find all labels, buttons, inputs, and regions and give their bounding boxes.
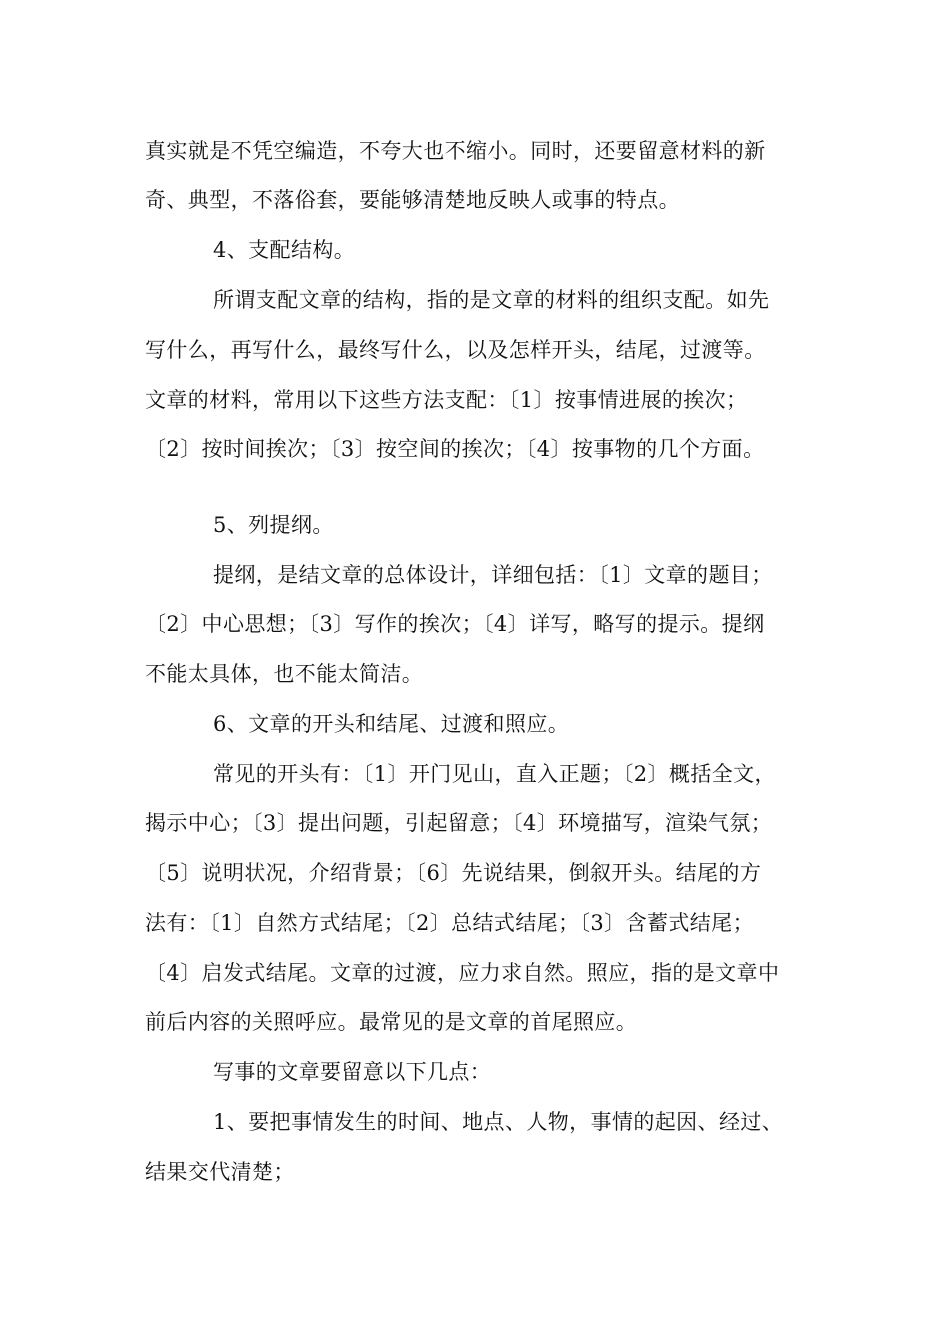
section-heading: 4、支配结构。 bbox=[213, 238, 356, 262]
text-line: 〔4〕启发式结尾。文章的过渡，应力求自然。照应，指的是文章中 bbox=[145, 961, 780, 985]
text-line: 结果交代清楚； bbox=[145, 1160, 295, 1184]
text-line: 1、要把事情发生的时间、地点、人物，事情的起因、经过、 bbox=[213, 1110, 784, 1134]
text-line: 〔2〕按时间挨次；〔3〕按空间的挨次；〔4〕按事物的几个方面。 bbox=[145, 437, 765, 461]
text-line: 所谓支配文章的结构，指的是文章的材料的组织支配。如先 bbox=[213, 288, 770, 312]
text-line: 〔5〕说明状况，介绍背景；〔6〕先说结果，倒叙开头。结尾的方 bbox=[145, 861, 762, 885]
section-heading: 6、文章的开头和结尾、过渡和照应。 bbox=[213, 712, 570, 736]
text-line: 写什么，再写什么，最终写什么，以及怎样开头，结尾，过渡等。 bbox=[145, 338, 766, 362]
text-line: 揭示中心；〔3〕提出问题，引起留意；〔4〕环境描写，渲染气氛； bbox=[145, 811, 773, 835]
text-line: 法有：〔1〕自然方式结尾；〔2〕总结式结尾；〔3〕含蓄式结尾； bbox=[145, 911, 754, 935]
text-line: 真实就是不凭空编造，不夸大也不缩小。同时，还要留意材料的新 bbox=[145, 139, 766, 163]
section-heading: 写事的文章要留意以下几点： bbox=[213, 1060, 492, 1084]
text-line: 〔2〕中心思想；〔3〕写作的挨次；〔4〕详写，略写的提示。提纲 bbox=[145, 612, 765, 636]
text-line: 前后内容的关照呼应。最常见的是文章的首尾照应。 bbox=[145, 1010, 638, 1034]
text-line: 不能太具体，也不能太简洁。 bbox=[145, 662, 424, 686]
text-line: 常见的开头有：〔1〕开门见山，直入正题；〔2〕概括全文， bbox=[213, 762, 776, 786]
section-heading: 5、列提纲。 bbox=[213, 513, 334, 537]
text-line: 提纲，是结文章的总体设计，详细包括：〔1〕文章的题目； bbox=[213, 563, 773, 587]
text-line: 奇、典型，不落俗套，要能够清楚地反映人或事的特点。 bbox=[145, 188, 680, 212]
text-line: 文章的材料，常用以下这些方法支配：〔1〕按事情进展的挨次； bbox=[145, 388, 748, 412]
